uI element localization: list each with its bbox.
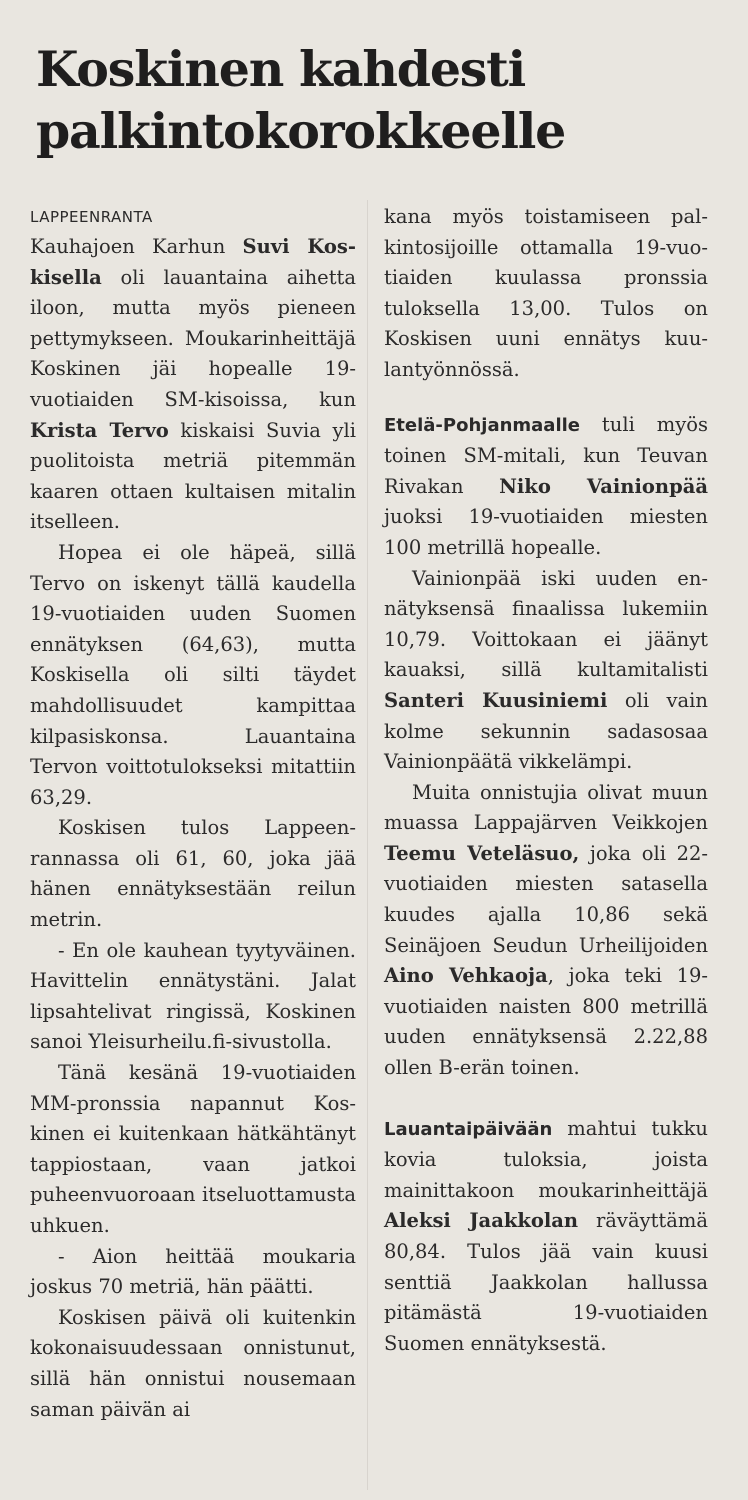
paragraph: Koskisen tulos Lappeenrannassa oli 61, 60, joka jää hänen ennätyksestään reilun metrin. bbox=[30, 816, 356, 932]
person-name: Aino Vehkaoja bbox=[384, 964, 548, 988]
person-name: Krista Tervo bbox=[30, 418, 169, 442]
text: Muita onnistujia olivat muun muassa Lappajärven Veikkojen bbox=[384, 780, 708, 835]
text: oli vain kolme sekunnin sadasosaa Vainionpäätä vikkelämpi. bbox=[384, 688, 708, 774]
column-left bbox=[30, 202, 356, 1425]
quote-paragraph: - En ole kauhean tyytyväinen. Havittelin ennätystäni. Jalat lipsahtelivat ringissä, Koskinen sanoi Yleisurheilu.fi-sivustolla. bbox=[30, 938, 356, 1054]
text: joka oli 22-vuotiaiden miesten satasella kuudes ajalla 10,86 sekä Seinäjoen Seudun Urheilijoiden bbox=[384, 841, 708, 957]
text: oli lauantaina aihetta iloon, mutta myös pieneen pettymykseen. Moukarinheittäjä Koskinen jäi hopealle 19-vuotiaiden SM-kisoissa, kun bbox=[30, 265, 356, 411]
text: räväyttämä 80,84. Tulos jää vain kuusi senttiä Jaakkolan hallussa pitämästä 19-vuotiaiden Suomen ennätyksestä. bbox=[384, 1209, 708, 1355]
text: , joka teki 19-vuotiaiden naisten 800 metrillä uuden ennätyksensä 2.22,88 ollen B-erän toinen. bbox=[384, 964, 708, 1080]
person-name: Niko Vainionpää bbox=[499, 474, 708, 498]
text: mahtui tukku kovia tuloksia, joista mainittakoon moukarinheittäjä bbox=[384, 1116, 708, 1202]
headline: Koskinen kahdesti palkintokorokkeelle bbox=[36, 40, 566, 160]
quote-paragraph: - Aion heittää moukaria joskus 70 metriä, hän päätti. bbox=[30, 1244, 356, 1299]
paragraph bbox=[384, 410, 708, 564]
lead-in: Lauantaipäivään bbox=[384, 1118, 553, 1140]
person-name: Suvi Koskisella bbox=[30, 235, 356, 289]
text: Vainionpää iski uuden ennätyksensä finaalissa lukemiin 10,79. Voittokaan ei jäänyt kauaksi, sillä kultamitalisti bbox=[384, 566, 708, 682]
paragraph: Koskisen päivä oli kuitenkin kokonaisuudessaan onnistunut, sillä hän onnistui nousemaan saman päivän ai bbox=[30, 1305, 356, 1421]
paragraph bbox=[384, 778, 708, 1084]
paragraph bbox=[30, 232, 356, 538]
text: tuli myös toinen SM-mitali, kun Teuvan Rivakan bbox=[384, 412, 708, 498]
text: juoksi 19-vuotiaiden miesten 100 metrillä hopealle. bbox=[384, 505, 708, 559]
column-gutter bbox=[367, 200, 368, 1490]
text: kiskaisi Suvia yli puolitoista metriä pitemmän kaaren ottaen kultaisen mitalin itselleen. bbox=[30, 418, 356, 534]
person-name: Santeri Kuusiniemi bbox=[384, 688, 608, 712]
lead-in: Etelä-Pohjanmaalle bbox=[384, 414, 580, 436]
text: Kauhajoen Karhun bbox=[30, 235, 243, 258]
paragraph bbox=[384, 1114, 708, 1360]
paragraph: Hopea ei ole häpeä, sillä Tervo on iskenyt tällä kaudella 19-vuotiaiden uuden Suomen ennätyksen (64,63), mutta Koskisella oli silti täydet mahdollisuudet kampittaa kilpasiskonsa. Lauantaina Tervon voittotulokseksi mitattiin 63,29. bbox=[30, 540, 356, 809]
column-right bbox=[384, 202, 708, 1359]
person-name: Aleksi Jaakkolan bbox=[384, 1209, 579, 1233]
paragraph: kana myös toistamiseen palkintosijoille ottamalla 19-vuotiaiden kuulassa pronssia tuloksella 13,00. Tulos on Koskisen uuni ennätys kuulantyönnössä. bbox=[384, 205, 708, 381]
paragraph bbox=[384, 564, 708, 778]
dateline: LAPPEENRANTA bbox=[30, 208, 153, 226]
paragraph: Tänä kesänä 19-vuotiaiden MM-pronssia napannut Koskinen ei kuitenkaan hätkähtänyt tappiostaan, vaan jatkoi puheenvuoroaan itseluottamusta uhkuen. bbox=[30, 1061, 356, 1237]
person-name: Teemu Veteläsuo, bbox=[384, 841, 580, 865]
